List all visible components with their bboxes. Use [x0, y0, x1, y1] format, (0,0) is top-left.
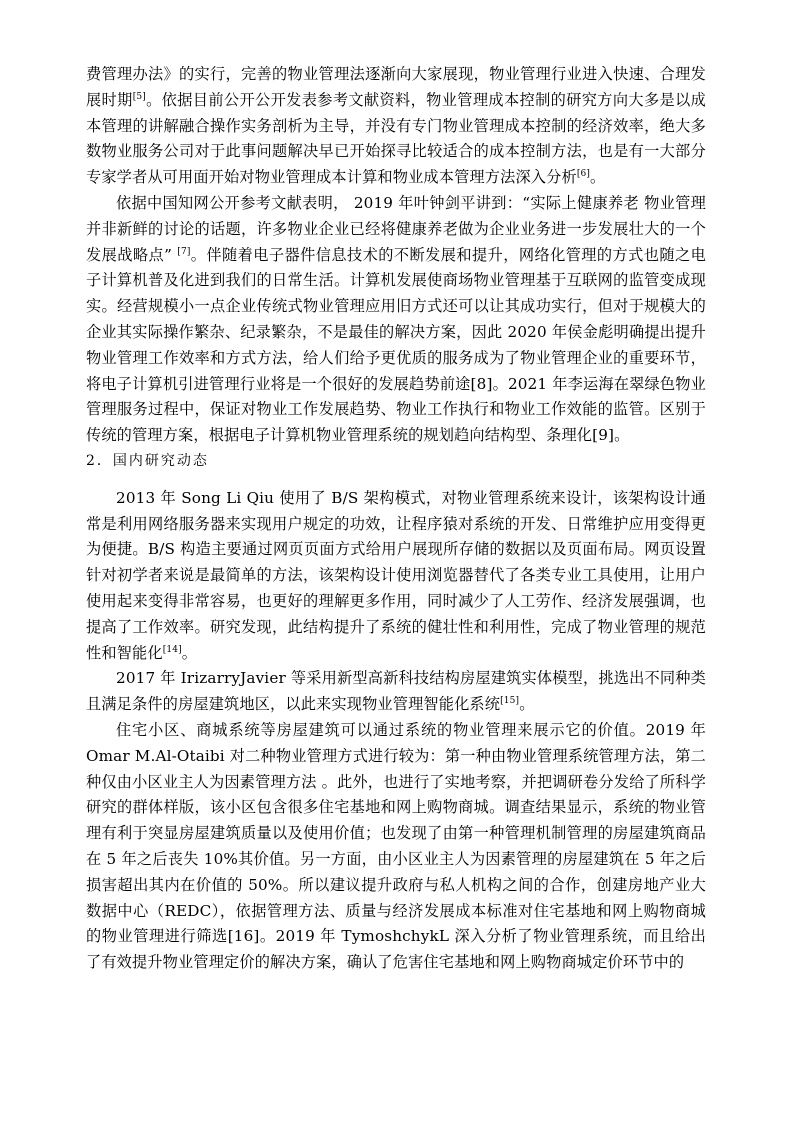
paragraph-text: 。 [519, 695, 535, 714]
citation-ref: [15] [500, 696, 520, 707]
paragraph-text: 住宅小区、商城系统等房屋建筑可以通过系统的物业管理来展示它的价值。2019 年 Omar M.Al-Otaibi 对二种物业管理方式进行较为：第一种由物业管理系统管理方法，第二种仅由小区业主人为因素管理方法 。此外，也进行了实地考察，并把调研卷分发给了所科学研究的群体样版，该小区包含很多住宅基地和网上购物商城。调查结果显示，系统的物业管理有利于突显房屋建筑质量以及使用价值；也发现了由第一种管理机制管理的房屋建筑商品在 5 年之后丧失 10%其价值。另一方面，由小区业主人为因素管理的房屋建筑在 5 年之后损害超出其内在价值的 50%。所以建议提升政府与私人机构之间的合作，创建房地产业大数据中心（REDC），依据管理方法、质量与经济发展成本标准对住宅基地和网上购物商城的物业管理进行筛选[16]。2019 年 TymoshchykL 深入分析了物业管理系统，而且给出了有效提升物业管理定价的解决方案，确认了危害住宅基地和网上购物商城定价环节中的 [86, 720, 706, 972]
paragraph-text: 。依据目前公开公开发表参考文献资料，物业管理成本控制的研究方向大多是以成本管理的讲解融合操作实务剖析为主导，并没有专门物业管理成本控制的经济效率，绝大多数物业服务公司对于此事问题解决早已开始探寻比较适合的成本控制方法，也是有一大部分专家学者从可用面开始对物业管理成本计算和物业成本管理方法深入分析 [86, 90, 707, 187]
paragraph-text: 2013 年 Song Li Qiu 使用了 B/S 架构模式，对物业管理系统来设计，该架构设计通常是利用网络服务器来实现用户规定的功效，让程序猿对系统的开发、日常维护应用变得更为便捷。B/S 构造主要通过网页页面方式给用户展现所存储的数据以及页面布局。网页设置针对初学者来说是最简单的方法，该架构设计使用浏览器替代了各类专业工具使用，让用户使用起来变得非常容易，也更好的理解更多作用，同时减少了人工劳作、经济发展强调，也提高了工作效率。研究发现，此结构提升了系统的健壮性和利用性，完成了物业管理的规范性和智能化 [86, 488, 706, 662]
citation-ref: [7] [177, 246, 191, 257]
document-body [86, 62, 706, 976]
paragraph-p2 [86, 191, 706, 449]
section-heading: 2．国内研究动态 [86, 452, 209, 469]
paragraph-p3 [86, 486, 706, 667]
paragraph-text: 2017 年 IrizarryJavier 等采用新型高新科技结构房屋建筑实体模型，挑选出不同种类且满足条件的房屋建筑地区，以此来实现物业管理智能化系统 [86, 669, 706, 714]
citation-ref: [5] [132, 91, 146, 102]
heading-spacer [86, 475, 706, 486]
paragraph-text: 。 [590, 168, 606, 187]
paragraph-text: 。 [181, 643, 198, 662]
citation-ref: [6] [576, 169, 591, 180]
paragraph-p4 [86, 666, 706, 718]
paragraph-p5 [86, 718, 706, 976]
paragraph-group-bottom [86, 486, 706, 976]
paragraph-p1 [86, 62, 706, 191]
paragraph-group-top [86, 62, 706, 449]
paragraph-text: 。伴随着电子器件信息技术的不断发展和提升，网络化管理的方式也随之电子计算机普及化进到我们的日常生活。计算机发展使商场物业管理基于互联网的监管变成现实。经营规模小一点企业传统式物业管理应用旧方式还可以让其成功实行，但对于规模大的企业其实际操作繁杂、纪录繁杂，不是最佳的解决方案，因此 2020 年侯金彪明确提出提升物业管理工作效率和方式方法，给人们给予更优质的服务成为了物业管理企业的重要环节，将电子计算机引进管理行业将是一个很好的发展趋势前途[8]。2021 年李运海在翠绿色物业管理服务过程中，保证对物业工作发展趋势、物业工作执行和物业工作效能的监管。区别于传统的管理方案，根据电子计算机物业管理系统的规划趋向结构型、条理化[9]。 [86, 245, 706, 445]
citation-ref: [14] [162, 644, 182, 655]
paragraph-text: 费管理办法》的实行，完善的物业管理法逐渐向大家展现，物业管理行业进入快速、合理发展时期 [86, 65, 706, 109]
paragraph-text: 依据中国知网公开参考文献表明， 2019 年叶钟剑平讲到：“实际上健康养老 物业管理并非新鲜的讨论的话题，许多物业企业已经将健康养老做为企业业务进一步发展壮大的一个发展战略点” [86, 193, 706, 264]
